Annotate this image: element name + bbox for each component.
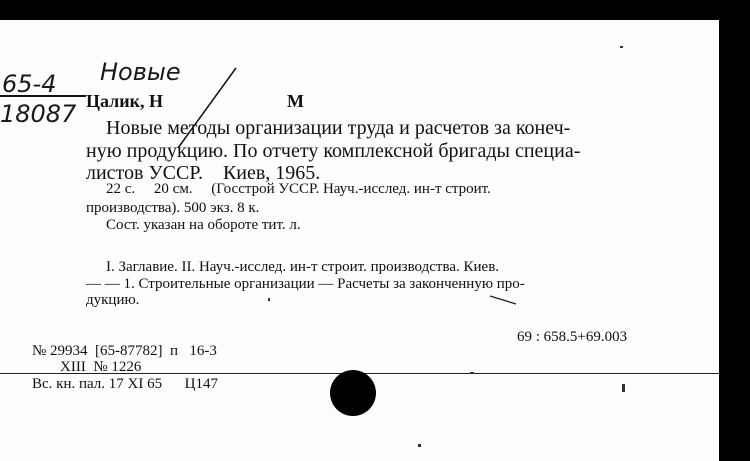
title-line-2: ную продукцию. По отчету комплексной бригады специа- <box>86 140 581 162</box>
title-line-1: Новые методы организации труда и расчетов за конеч- <box>106 117 571 139</box>
pencil-tick <box>490 296 516 304</box>
series-number: XIII № 1226 <box>60 359 142 375</box>
chronicle-line: Вс. кн. пал. 17 XI 65 Ц147 <box>32 376 218 392</box>
speck <box>268 298 270 301</box>
author-heading: Цалик, Н <box>86 91 164 111</box>
tracings-line-3: дукцию. <box>86 292 140 308</box>
shelf-mark-top: 65-4 <box>2 70 57 98</box>
collation-line-2: производства). 500 экз. 8 к. <box>86 200 260 216</box>
title-line-3: листов УССР. Киев, 1965. <box>86 162 321 184</box>
speck <box>620 46 623 48</box>
tracings-line-2: — — 1. Строительные организации — Расчеты за законченную про- <box>86 276 525 292</box>
compiler-note: Сост. указан на обороте тит. л. <box>106 217 301 233</box>
speck <box>470 372 474 374</box>
speck <box>418 444 421 447</box>
punch-hole <box>330 370 376 416</box>
catalog-card <box>0 20 719 461</box>
tracings-line-1: I. Заглавие. II. Науч.-исслед. ин-т строит. производства. Киев. <box>106 259 500 275</box>
shelf-mark-bottom: 18087 <box>0 100 77 128</box>
collation-line-1: 22 с. 20 см. (Госстрой УССР. Науч.-исслед. ин-т строит. <box>106 181 491 197</box>
classification-number: 69 : 658.5+69.003 <box>517 329 628 345</box>
speck <box>622 384 625 392</box>
handwritten-word: Новые <box>100 58 181 86</box>
heading-letter: М <box>287 91 304 111</box>
card-number: № 29934 [65-87782] п 16-3 <box>32 343 217 359</box>
